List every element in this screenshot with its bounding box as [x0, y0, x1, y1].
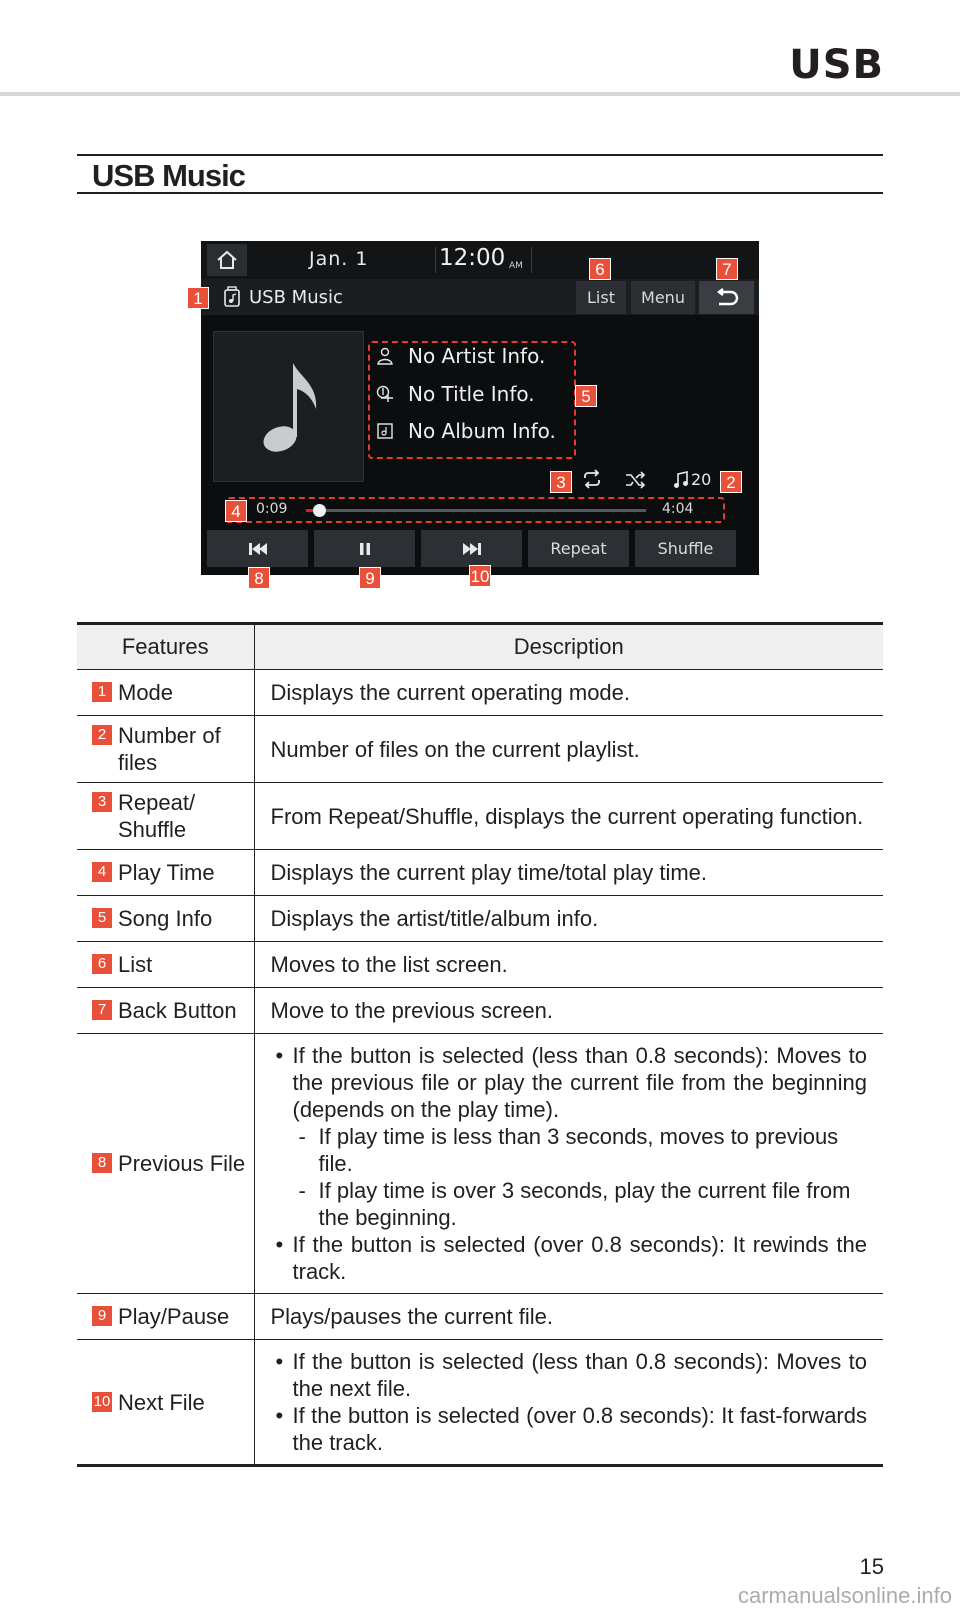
feature-name: Next File — [118, 1389, 205, 1415]
description-list — [271, 1042, 868, 1285]
callout-2: 2 — [720, 471, 742, 493]
pause-button[interactable] — [314, 530, 415, 567]
status-bar — [201, 241, 759, 279]
back-button[interactable] — [699, 281, 754, 314]
callout-10: 10 — [470, 567, 490, 586]
features-table — [77, 622, 883, 1467]
callout-4: 4 — [225, 500, 247, 522]
feature-description — [254, 1340, 883, 1466]
callout-7: 7 — [716, 258, 738, 280]
table-row — [77, 988, 883, 1034]
list-item: • If the button is selected (over 0.8 seconds): It rewinds the track. — [271, 1231, 868, 1285]
title-text: No Title Info. — [408, 382, 535, 406]
table-row — [77, 716, 883, 783]
feature-name: Play/Pause — [118, 1304, 230, 1329]
callout-8: 8 — [248, 567, 270, 589]
row-number-badge: 2 — [92, 725, 112, 745]
header-description: Description — [254, 624, 883, 670]
table-row — [77, 942, 883, 988]
shuffle-icon — [625, 471, 647, 489]
usb-music-icon — [223, 286, 241, 308]
feature-name: Mode — [118, 680, 174, 705]
page-number: 15 — [859, 1554, 884, 1579]
feature-description: Displays the artist/title/album info. — [254, 896, 883, 942]
table-row — [77, 896, 883, 942]
table-row — [77, 1294, 883, 1340]
feature-name: Number of files — [118, 723, 221, 775]
status-separator — [435, 247, 436, 273]
album-art — [213, 331, 364, 482]
list-item: • If the button is selected (over 0.8 seconds): It fast-forwards the track. — [271, 1402, 868, 1456]
callout-5: 5 — [575, 385, 597, 407]
status-separator — [531, 247, 532, 273]
file-count: 20 — [691, 470, 712, 489]
list-item: • If the button is selected (less than 0.8 seconds): Moves to the next file. — [271, 1348, 868, 1402]
row-number-badge: 9 — [92, 1306, 112, 1326]
feature-description: Plays/pauses the current file. — [254, 1294, 883, 1340]
title-bar — [201, 279, 759, 315]
feature-description — [254, 1034, 883, 1294]
sub-list — [297, 1123, 868, 1231]
feature-description: From Repeat/Shuffle, displays the current operating function. — [254, 783, 883, 850]
previous-icon — [248, 542, 268, 556]
home-button[interactable] — [207, 244, 247, 276]
total-time: 4:04 — [662, 501, 694, 517]
row-number-badge: 5 — [92, 908, 112, 928]
clock-time: 12:00 — [439, 245, 506, 271]
feature-description: Move to the previous screen. — [254, 988, 883, 1034]
album-text: No Album Info. — [408, 419, 556, 443]
feature-description: Displays the current operating mode. — [254, 670, 883, 716]
feature-name: Repeat/ Shuffle — [118, 790, 196, 842]
note-icon — [673, 471, 689, 489]
section-bar — [77, 154, 883, 194]
clock-ampm: AM — [509, 261, 523, 271]
repeat-button[interactable]: Repeat — [528, 530, 629, 567]
row-number-badge: 10 — [93, 1392, 111, 1410]
list-button[interactable]: List — [576, 281, 626, 314]
next-button[interactable] — [421, 530, 522, 567]
feature-name: Previous File — [118, 1151, 246, 1176]
menu-button[interactable]: Menu — [631, 281, 695, 314]
current-time: 0:09 — [256, 501, 288, 517]
home-icon — [216, 250, 238, 270]
usb-music-screen — [201, 241, 759, 575]
watermark: carmanualsonline.info — [737, 1583, 952, 1608]
next-icon — [462, 542, 482, 556]
table-header-row — [77, 624, 883, 670]
feature-name: Song Info — [118, 906, 213, 931]
date-text: Jan. 1 — [309, 248, 369, 270]
previous-button[interactable] — [207, 530, 308, 567]
mode-label: USB Music — [249, 287, 343, 308]
row-number-badge: 4 — [92, 862, 112, 882]
repeat-icon — [581, 469, 603, 489]
header-features: Features — [77, 624, 254, 670]
control-bar — [201, 530, 759, 568]
song-info-highlight — [368, 341, 576, 459]
artist-text: No Artist Info. — [408, 344, 546, 368]
description-list — [271, 1348, 868, 1456]
list-item — [271, 1042, 868, 1231]
bullet-text: If the button is selected (less than 0.8 seconds): Moves to the previous file or play the current file from the beginning (depends on the play time). — [292, 1043, 867, 1122]
feature-description: Displays the current play time/total play time. — [254, 850, 883, 896]
feature-name: Play Time — [118, 860, 215, 885]
section-title: USB Music — [92, 158, 245, 193]
page-header-title: USB — [789, 42, 884, 88]
callout-3: 3 — [550, 471, 572, 493]
play-time-highlight — [225, 497, 725, 523]
callout-1: 1 — [187, 287, 209, 309]
table-row — [77, 850, 883, 896]
music-note-icon — [254, 357, 324, 457]
callout-6: 6 — [589, 258, 611, 280]
row-number-badge: 7 — [92, 1000, 112, 1020]
feature-description: Number of files on the current playlist. — [254, 716, 883, 783]
row-number-badge: 3 — [92, 792, 112, 812]
row-number-badge: 6 — [92, 954, 112, 974]
back-arrow-icon — [714, 288, 740, 308]
callout-9: 9 — [359, 567, 381, 589]
pause-icon — [359, 542, 371, 556]
table-row — [77, 1340, 883, 1466]
row-number-badge: 8 — [92, 1153, 112, 1173]
shuffle-button[interactable]: Shuffle — [635, 530, 736, 567]
feature-name: List — [118, 952, 153, 977]
list-item: - If play time is less than 3 seconds, moves to previous file. — [297, 1123, 868, 1177]
table-row — [77, 783, 883, 850]
table-row — [77, 1034, 883, 1294]
feature-description: Moves to the list screen. — [254, 942, 883, 988]
table-row — [77, 670, 883, 716]
header-rule — [0, 92, 960, 96]
row-number-badge: 1 — [92, 682, 112, 702]
list-item: - If play time is over 3 seconds, play the current file from the beginning. — [297, 1177, 868, 1231]
feature-name: Back Button — [118, 998, 237, 1023]
